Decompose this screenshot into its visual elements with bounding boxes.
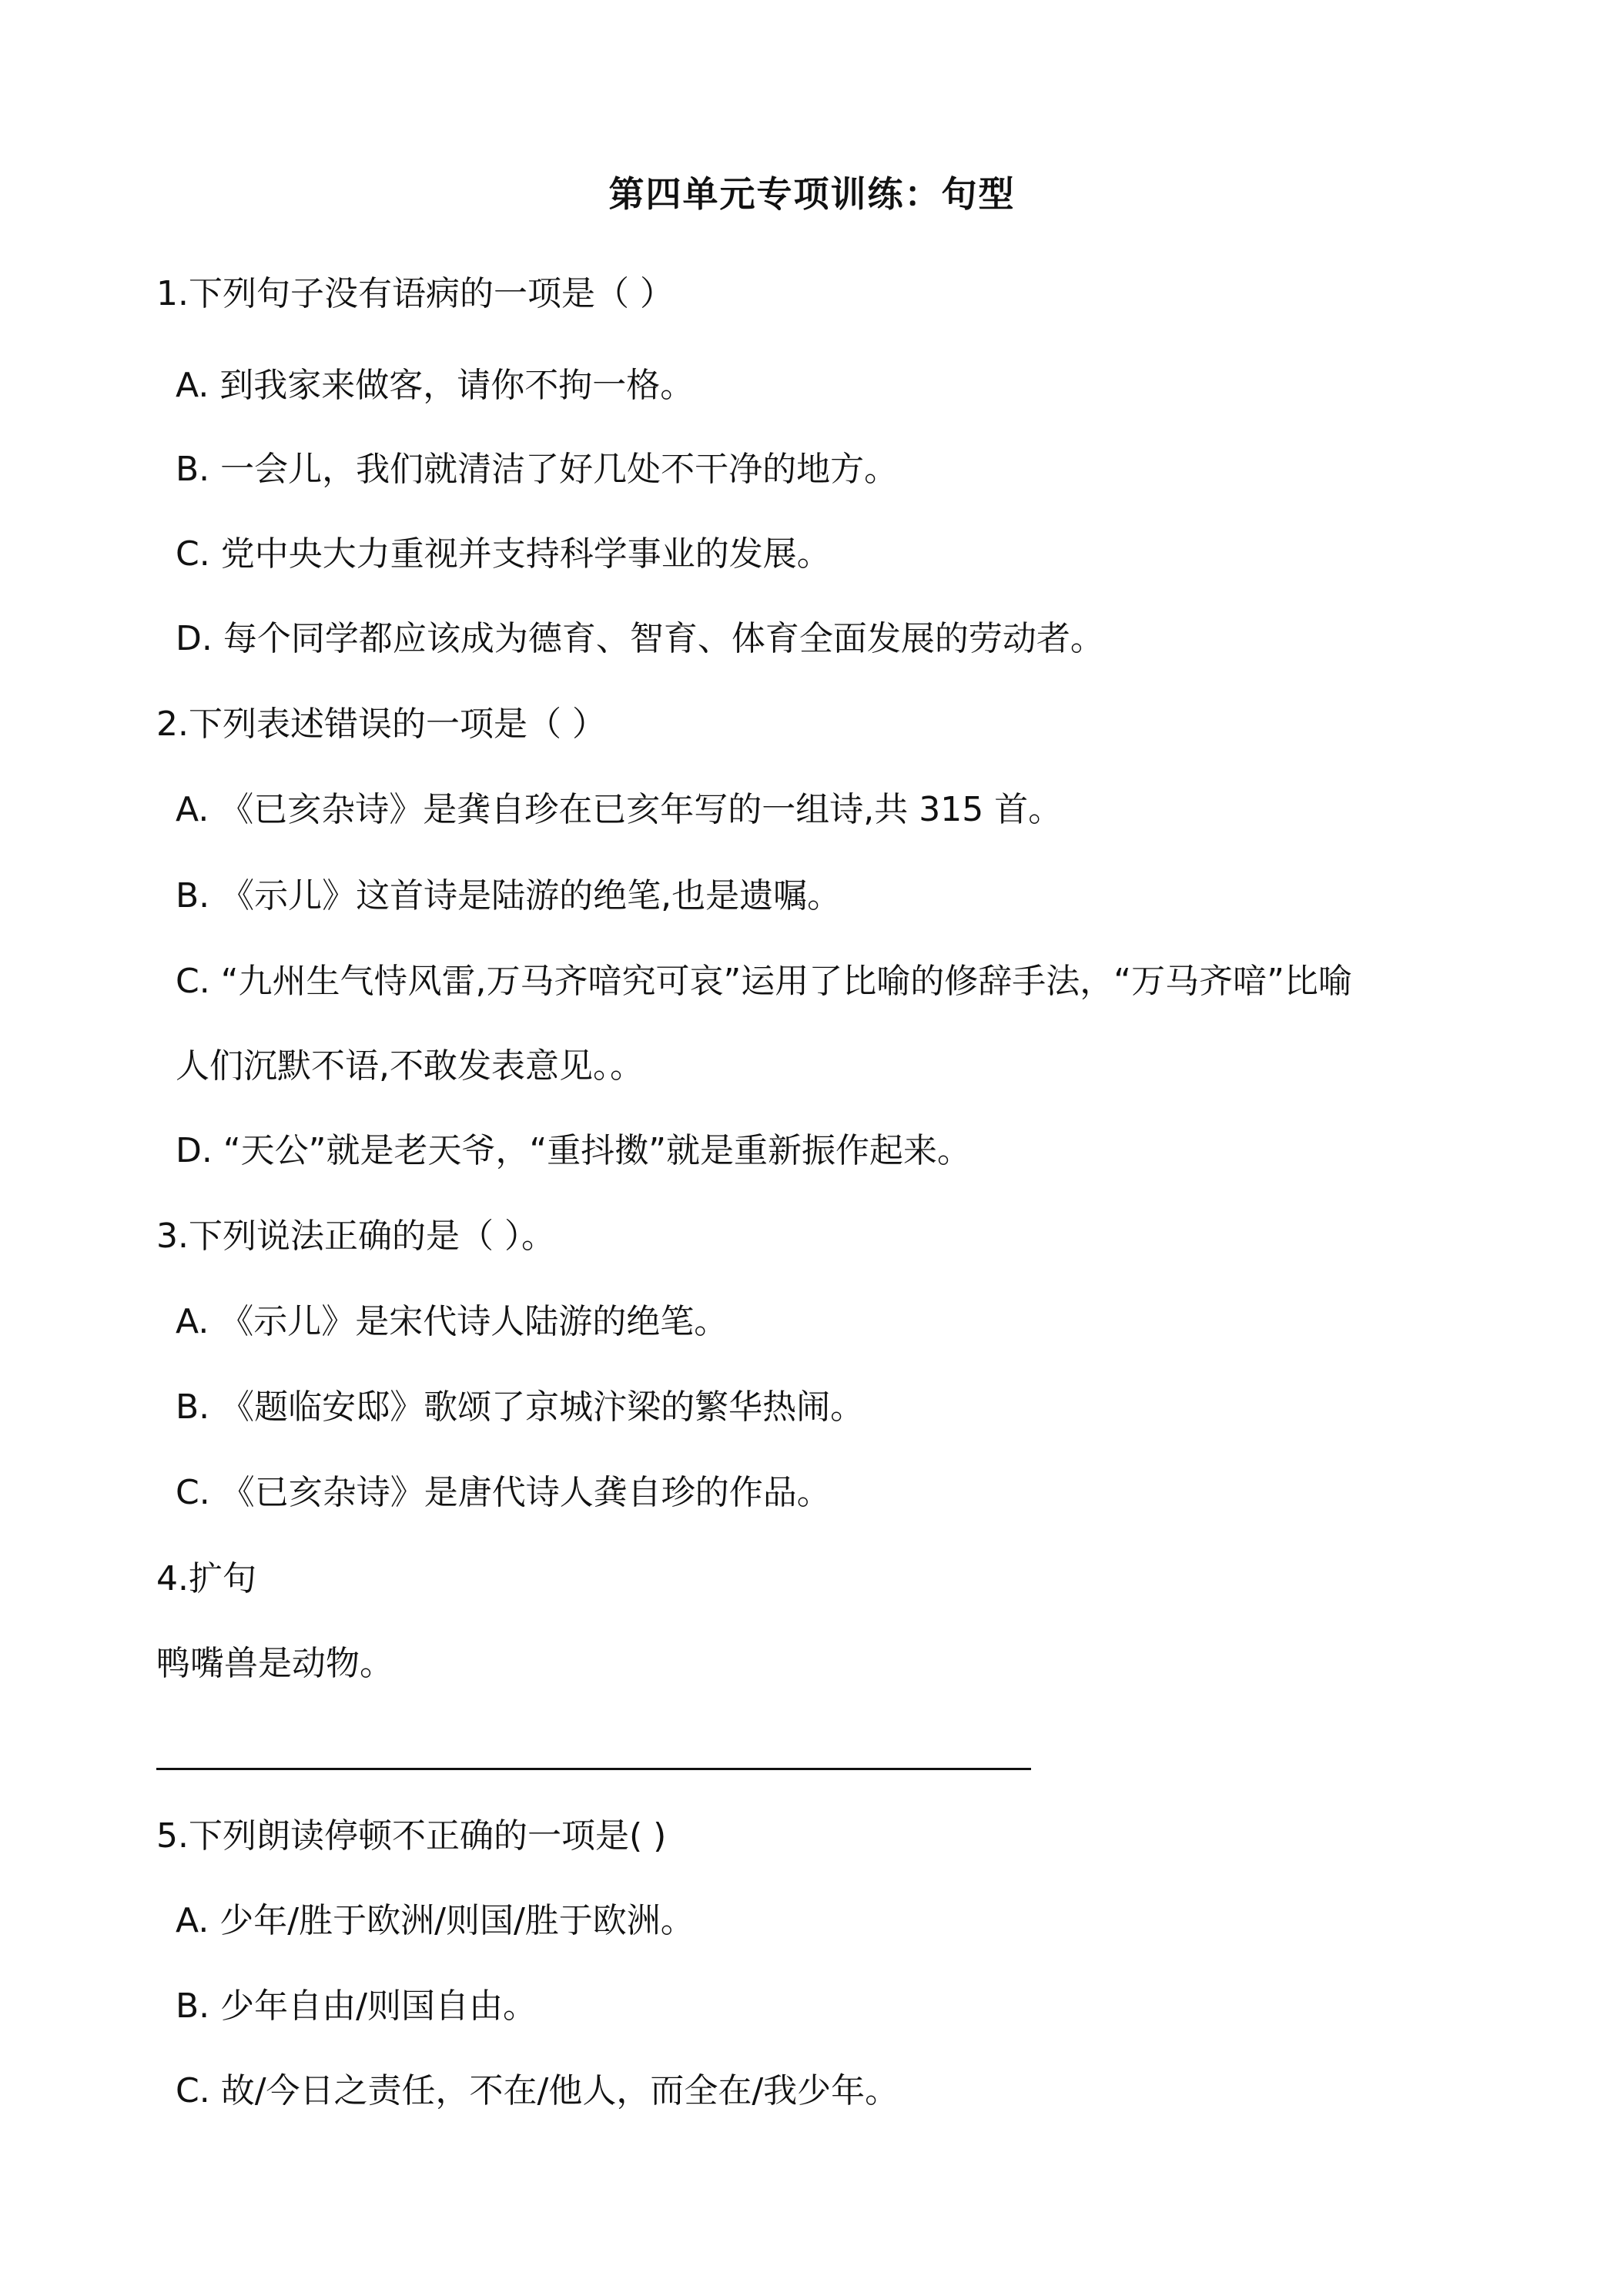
question-1-option-c: C. 党中央大力重视并支持科学事业的发展。 — [176, 534, 831, 574]
question-1-option-d: D. 每个同学都应该成为德育、智育、体育全面发展的劳动者。 — [176, 619, 1104, 658]
page-title: 第四单元专项训练：句型 — [608, 173, 1016, 215]
question-5-option-c: C. 故/今日之责任，不在/他人，而全在/我少年。 — [176, 2071, 899, 2110]
question-1-stem: 1.下列句子没有语病的一项是（ ） — [156, 274, 674, 313]
question-1-option-a: A. 到我家来做客，请你不拘一格。 — [176, 366, 695, 405]
question-3-stem: 3.下列说法正确的是（ ）。 — [156, 1217, 555, 1256]
question-2-stem: 2.下列表述错误的一项是（ ） — [156, 705, 606, 744]
question-3-option-b: B. 《题临安邸》歌颂了京城汴梁的繁华热闹。 — [176, 1387, 865, 1427]
question-4-stem: 4.扩句 — [156, 1559, 256, 1598]
question-2-option-c-line-1: C. “九州生气恃风雷,万马齐喑究可哀”运用了比喻的修辞手法，“万马齐喑”比喻 — [176, 962, 1352, 1001]
question-2-option-c-line-2: 人们沉默不语,不敢发表意见。。 — [176, 1046, 644, 1086]
question-1-option-b: B. 一会儿，我们就清洁了好几处不干净的地方。 — [176, 450, 899, 489]
answer-blank-line[interactable] — [156, 1768, 1031, 1770]
question-2-option-b: B. 《示儿》这首诗是陆游的绝笔,也是遗嘱。 — [176, 876, 842, 915]
question-5-option-a: A. 少年/胜于欧洲/则国/胜于欧洲。 — [176, 1901, 695, 1940]
question-3-option-a: A. 《示儿》是宋代诗人陆游的绝笔。 — [176, 1302, 728, 1341]
question-2-option-a: A. 《已亥杂诗》是龚自珍在已亥年写的一组诗,共 315 首。 — [176, 790, 1063, 829]
question-5-option-b: B. 少年自由/则国自由。 — [176, 1986, 537, 2026]
question-3-option-c: C. 《已亥杂诗》是唐代诗人龚自珍的作品。 — [176, 1473, 831, 1512]
question-5-stem: 5.下列朗读停顿不正确的一项是( ) — [156, 1816, 667, 1856]
question-2-option-d: D. “天公”就是老天爷，“重抖擞”就是重新振作起来。 — [176, 1131, 972, 1170]
question-4-sentence: 鸭嘴兽是动物。 — [156, 1644, 393, 1683]
